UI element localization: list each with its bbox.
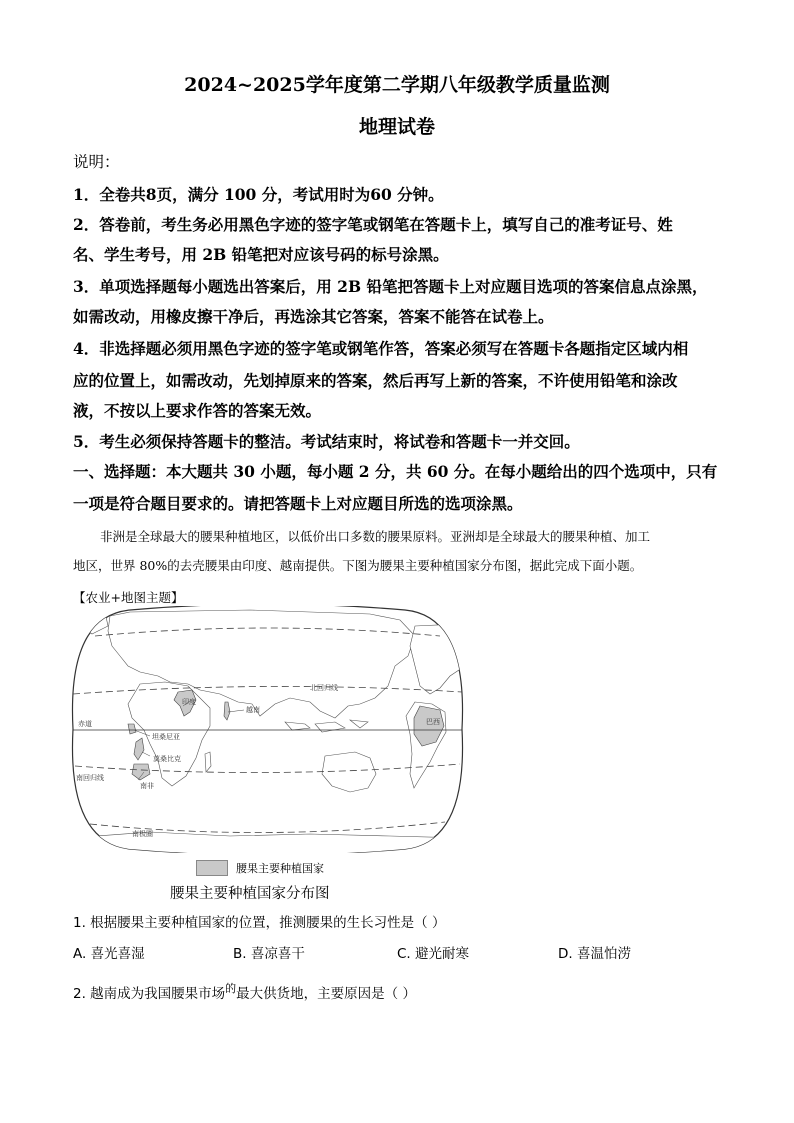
- exam-title: 2024~2025学年度第二学期八年级教学质量监测: [184, 74, 610, 96]
- instructions-heading: 说明：: [73, 153, 120, 171]
- antarctic-circle-label: 南极圈: [132, 830, 153, 838]
- instruction-line: 1．全卷共8页，满分 100 分，考试用时为60 分钟。: [73, 185, 444, 204]
- mozambique-label: 莫桑比克: [153, 755, 181, 763]
- section-heading: 一、选择题：本大题共 30 小题，每小题 2 分，共 60 分。在每小题给出的四个选项中，只有: [73, 462, 718, 481]
- question-2-stem-part: 2. 越南成为我国腰果市场: [73, 986, 226, 1002]
- map-legend: [196, 860, 324, 876]
- instruction-line: 如需改动，用橡皮擦干净后，再选涂其它答案，答案不能答在试卷上。: [73, 307, 554, 326]
- instruction-line: 5．考生必须保持答题卡的整洁。考试结束时，将试卷和答题卡一并交回。: [73, 432, 580, 451]
- instruction-line: 2．答卷前，考生务必用黑色字迹的签字笔或钢笔在答题卡上，填写自己的准考证号、姓: [73, 215, 673, 234]
- india-label: 印度: [182, 698, 196, 706]
- passage-line: 地区，世界 80%的去壳腰果由印度、越南提供。下图为腰果主要种植国家分布图，据此完成下面小题。: [73, 558, 643, 573]
- instruction-line: 3．单项选择题每小题选出答案后，用 2B 铅笔把答题卡上对应题目选项的答案信息点涂黑，: [73, 277, 708, 296]
- instruction-line: 液，不按以上要求作答的答案无效。: [73, 401, 322, 420]
- brazil-label: 巴西: [426, 718, 440, 726]
- question-2-stem: [73, 982, 416, 1002]
- section-heading-cont: 一项是符合题目要求的。请把答题卡上对应题目所选的选项涂黑。: [73, 494, 523, 513]
- topic-tag: 【农业+地图主题】: [73, 590, 184, 605]
- legend-label: 腰果主要种植国家: [236, 862, 324, 875]
- exam-subject: 地理试卷: [358, 116, 435, 138]
- question-2-superscript: 的: [225, 982, 237, 995]
- vietnam-label: 越南: [246, 706, 260, 714]
- instruction-line: 4．非选择题必须用黑色字迹的签字笔或钢笔作答，答案必须写在答题卡各题指定区域内相: [73, 339, 689, 358]
- instruction-line: 名、学生考号，用 2B 铅笔把对应该号码的标号涂黑。: [73, 245, 449, 264]
- question-1-stem: 1. 根据腰果主要种植国家的位置，推测腰果的生长习性是（ ）: [73, 915, 446, 931]
- question-1-option-c[interactable]: C. 避光耐寒: [397, 946, 470, 962]
- equator-label: 赤道: [78, 720, 92, 728]
- question-2-stem-part: 最大供货地，主要原因是（ ）: [236, 986, 416, 1002]
- map-caption: 腰果主要种植国家分布图: [170, 886, 330, 902]
- tanzania-label: 坦桑尼亚: [152, 733, 180, 741]
- question-1-option-b[interactable]: B. 喜凉喜干: [233, 946, 305, 962]
- tropic-cancer-label: 北回归线: [310, 684, 338, 692]
- world-map: [70, 606, 465, 853]
- tropic-capricorn-label: 南回归线: [76, 774, 104, 782]
- legend-swatch: [196, 860, 228, 876]
- south-africa-label: 南非: [140, 782, 154, 790]
- passage-line: 非洲是全球最大的腰果种植地区，以低价出口多数的腰果原料。亚洲却是全球最大的腰果种植、加工: [100, 529, 651, 544]
- question-1-option-a[interactable]: A. 喜光喜湿: [73, 946, 145, 962]
- question-1-option-d[interactable]: D. 喜温怕涝: [558, 946, 631, 962]
- instruction-line: 应的位置上，如需改动，先划掉原来的答案，然后再写上新的答案，不许使用铅笔和涂改: [73, 371, 678, 390]
